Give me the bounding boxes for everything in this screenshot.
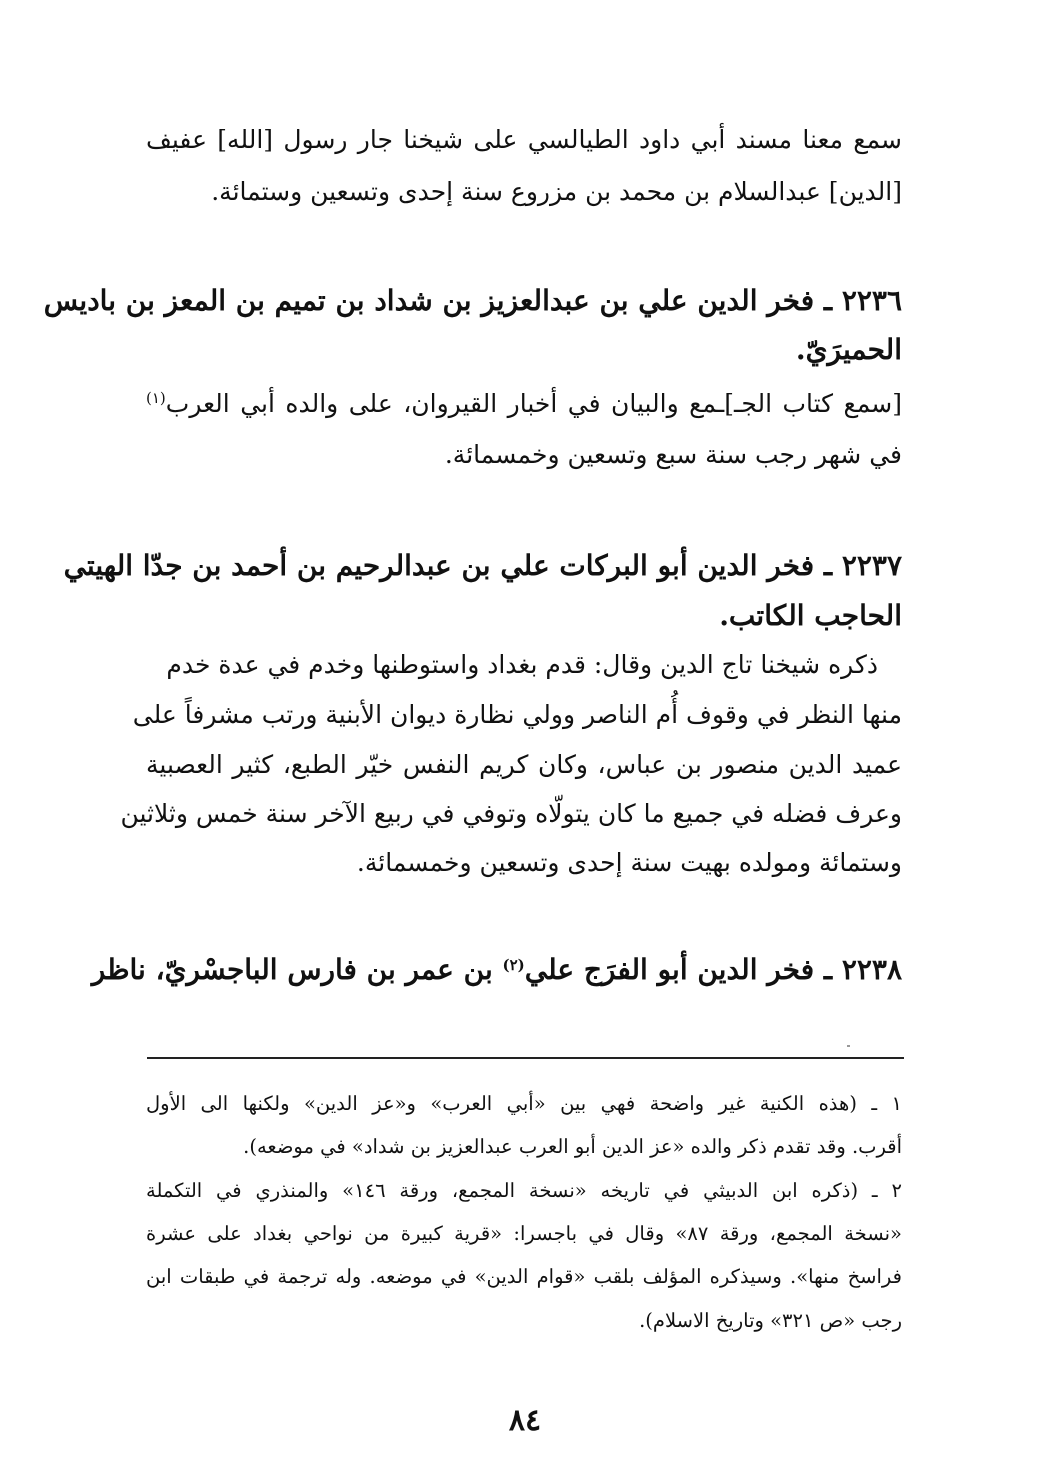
entry-body-line xyxy=(146,386,902,422)
entry-body-line: ذكره شيخنا تاج الدين وقال: قدم بغداد واستوطنها وخدم في عدة خدم xyxy=(166,650,878,679)
entry-body-line: عميد الدين منصور بن عباس، وكان كريم النفس خيّر الطبع، كثير العصبية xyxy=(146,750,902,779)
footnote-line: أقرب. وقد تقدم ذكر والده «عز الدين أبو العرب عبدالعزيز بن شداد» في موضعه). xyxy=(243,1135,902,1158)
speck-mark xyxy=(847,1045,850,1047)
footnote-line: ١ ـ (هذه الكنية غير واضحة فهي بين «أبي العرب» و«عز الدين» ولكنها الى الأول xyxy=(146,1092,902,1115)
entry-heading: ٢٢٣٦ ـ فخر الدين علي بن عبدالعزيز بن شداد بن تميم بن المعز بن باديس xyxy=(43,284,902,317)
entry-body-line: وعرف فضله في جميع ما كان يتولّاه وتوفي في ربيع الآخر سنة خمس وثلاثين xyxy=(120,799,902,828)
entry-body-text: [سمع كتاب الجـ]ـمع والبيان في أخبار القيروان، على والده أبي العرب xyxy=(165,389,902,418)
intro-line: [الدين] عبدالسلام بن محمد بن مزروع سنة إحدى وتسعين وستمائة. xyxy=(211,177,902,206)
entry-body-line: منها النظر في وقوف أُم الناصر وولي نظارة ديوان الأبنية ورتب مشرفاً على xyxy=(132,700,902,729)
footnote-line: ٢ ـ (ذكره ابن الدبيثي في تاريخه «نسخة المجمع، ورقة ١٤٦» والمنذري في التكملة xyxy=(146,1179,902,1202)
entry-body-line: في شهر رجب سنة سبع وتسعين وخمسمائة. xyxy=(444,440,902,469)
footnote-separator xyxy=(147,1057,904,1059)
footnote-line: فراسخ منها». وسيذكره المؤلف بلقب «قوام الدين» في موضعه. وله ترجمة في طبقات ابن xyxy=(146,1265,902,1288)
entry-heading-text: بن عمر بن فارس الباجسْريّ، ناظر xyxy=(91,953,503,986)
intro-line: سمع معنا مسند أبي داود الطيالسي على شيخنا جار رسول [الله] عفيف xyxy=(146,125,902,154)
footnote-line: «نسخة المجمع، ورقة ٨٧» وقال في باجسرا: «قرية كبيرة من نواحي بغداد على عشرة xyxy=(146,1222,902,1245)
footnote-line: رجب «ص ٣٢١» وتاريخ الاسلام). xyxy=(639,1309,902,1332)
entry-heading xyxy=(91,952,902,988)
entry-heading: الحميرَيّ. xyxy=(795,333,902,366)
entry-body-line: وستمائة ومولده بهيت سنة إحدى وتسعين وخمسمائة. xyxy=(356,848,902,877)
entry-heading: ٢٢٣٧ ـ فخر الدين أبو البركات علي بن عبدالرحيم بن أحمد بن جدّا الهيتي xyxy=(63,549,902,582)
entry-heading: الحاجب الكاتب. xyxy=(719,599,902,632)
page-number: ٨٤ xyxy=(508,1403,542,1438)
entry-heading-text: ٢٢٣٨ ـ فخر الدين أبو الفرَج علي xyxy=(524,953,902,986)
footnote-ref: (١) xyxy=(146,389,166,407)
footnote-ref: (٢) xyxy=(502,956,525,974)
